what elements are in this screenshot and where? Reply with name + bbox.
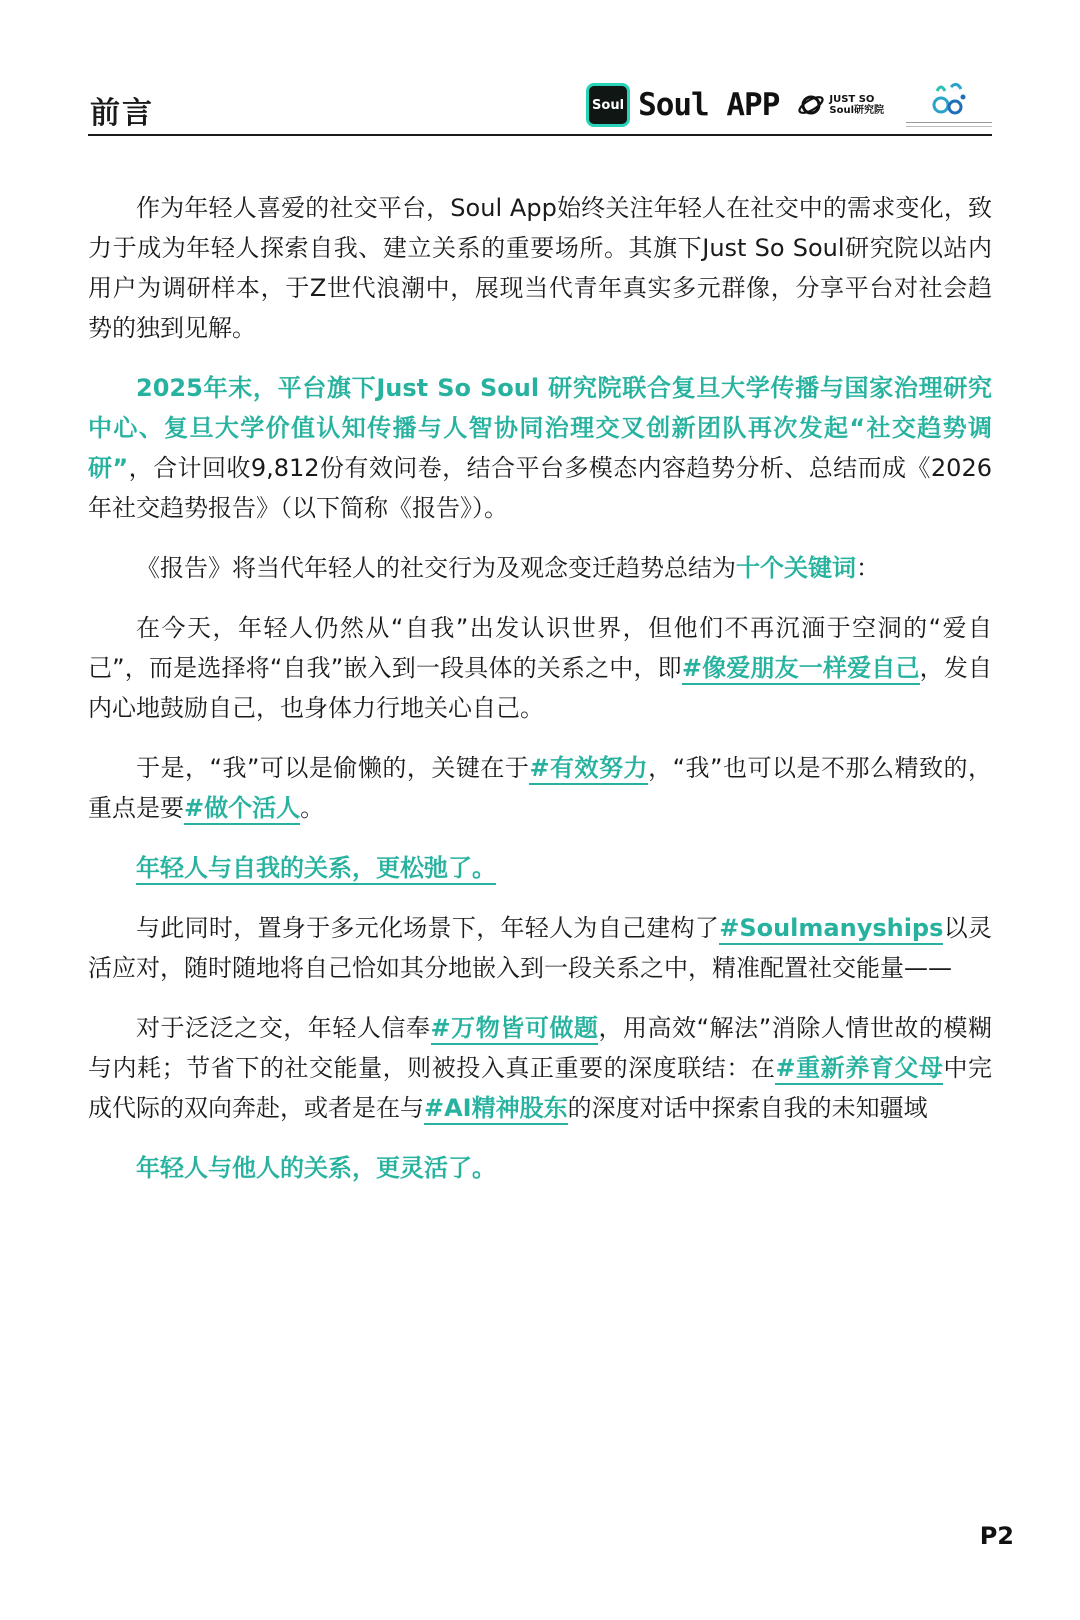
- highlighted-text: 十个关键词: [736, 554, 856, 582]
- page-title: 前言: [90, 96, 154, 131]
- paragraph: [88, 748, 992, 828]
- fudan-logo-caption: [906, 121, 992, 130]
- hashtag-keyword: #万物皆可做题: [431, 1014, 599, 1045]
- paragraph: [88, 608, 992, 728]
- highlighted-text: 年轻人与他人的关系，更灵活了。: [136, 1154, 496, 1182]
- body-text: 对于泛泛之交，年轻人信奉: [136, 1014, 431, 1042]
- hashtag-keyword: #像爱朋友一样爱自己: [682, 654, 920, 685]
- highlighted-text: 2025年末，平台旗下Just So Soul 研究院联合复旦大学传播与国家治理研究中心、复旦大学价值认知传播与人智协同治理交叉创新团队再次发起“社交趋势调研”: [88, 374, 992, 482]
- jss-text: [829, 94, 884, 116]
- body-text: 的深度对话中探索自我的未知疆域: [567, 1094, 928, 1122]
- hashtag-keyword: #有效努力: [529, 754, 648, 785]
- soul-app-icon: Soul: [586, 83, 630, 127]
- logo-group: [586, 80, 992, 130]
- body-text: 在今天，年轻人仍然从“自我”出发认识世界，但他们不再沉湎于空洞的“爱自己”，而是选择将“自我”嵌入到一段具体的关系之中，即: [88, 614, 992, 682]
- body-text: ，发自内心地鼓励自己，也身体力行地关心自己。: [88, 654, 993, 722]
- body-text: ，用高效“解法”消除人情世故的模糊与内耗；节省下的社交能量，则被投入真正重要的深度联结：在: [88, 1014, 993, 1082]
- paragraph: [88, 188, 992, 348]
- hashtag-keyword: #做个活人: [184, 794, 300, 825]
- hashtag-keyword: #AI精神股东: [424, 1094, 568, 1125]
- fudan-emblem-icon: [927, 81, 971, 121]
- paragraph: [88, 1008, 992, 1128]
- body-text: 作为年轻人喜爱的社交平台，Soul App始终关注年轻人在社交中的需求变化，致力于成为年轻人探索自我、建立关系的重要场所。其旗下Just So Soul研究院以站内用户为调研样本，于Z世代浪潮中，展现当代青年真实多元群像，分享平台对社会趋势的独到见解。: [88, 194, 992, 342]
- fudan-logo: [906, 81, 992, 130]
- page-number: P2: [979, 1522, 1014, 1550]
- jss-line-1: JUST SO: [829, 94, 875, 105]
- body-text: 以灵活应对，随时随地将自己恰如其分地嵌入到一段关系之中，精准配置社交能量——: [88, 914, 993, 982]
- body-text: 中完成代际的双向奔赴，或者是在与: [88, 1054, 993, 1122]
- soul-app-logo-text: Soul APP: [638, 87, 780, 123]
- paragraph: [88, 548, 992, 588]
- body-text: 《报告》将当代年轻人的社交行为及观念变迁趋势总结为: [136, 554, 736, 582]
- hashtag-keyword: #重新养育父母: [775, 1054, 943, 1085]
- body-text: 。: [300, 794, 325, 822]
- hashtag-keyword: #Soulmanyships: [719, 914, 943, 945]
- body-text: 与此同时，置身于多元化场景下，年轻人为自己建构了: [136, 914, 720, 942]
- hashtag-keyword: 年轻人与自我的关系，更松弛了。: [136, 854, 496, 885]
- body-text: 于是，“我”可以是偷懒的，关键在于: [136, 754, 530, 782]
- page-header: [88, 78, 992, 136]
- article-body: [88, 188, 992, 1208]
- body-text: ，合计回收9,812份有效问卷，结合平台多模态内容趋势分析、总结而成《2026年社交趋势报告》（以下简称《报告》）。: [88, 454, 992, 522]
- paragraph: [88, 848, 992, 888]
- paragraph: [88, 368, 992, 528]
- planet-icon: [797, 91, 825, 119]
- body-text: ：: [856, 554, 880, 582]
- body-text: ，“我”也可以是不那么精致的，重点是要: [88, 754, 992, 822]
- paragraph: [88, 1148, 992, 1188]
- jss-line-2: Soul研究院: [829, 105, 884, 116]
- paragraph: [88, 908, 992, 988]
- just-so-soul-logo: [797, 91, 884, 119]
